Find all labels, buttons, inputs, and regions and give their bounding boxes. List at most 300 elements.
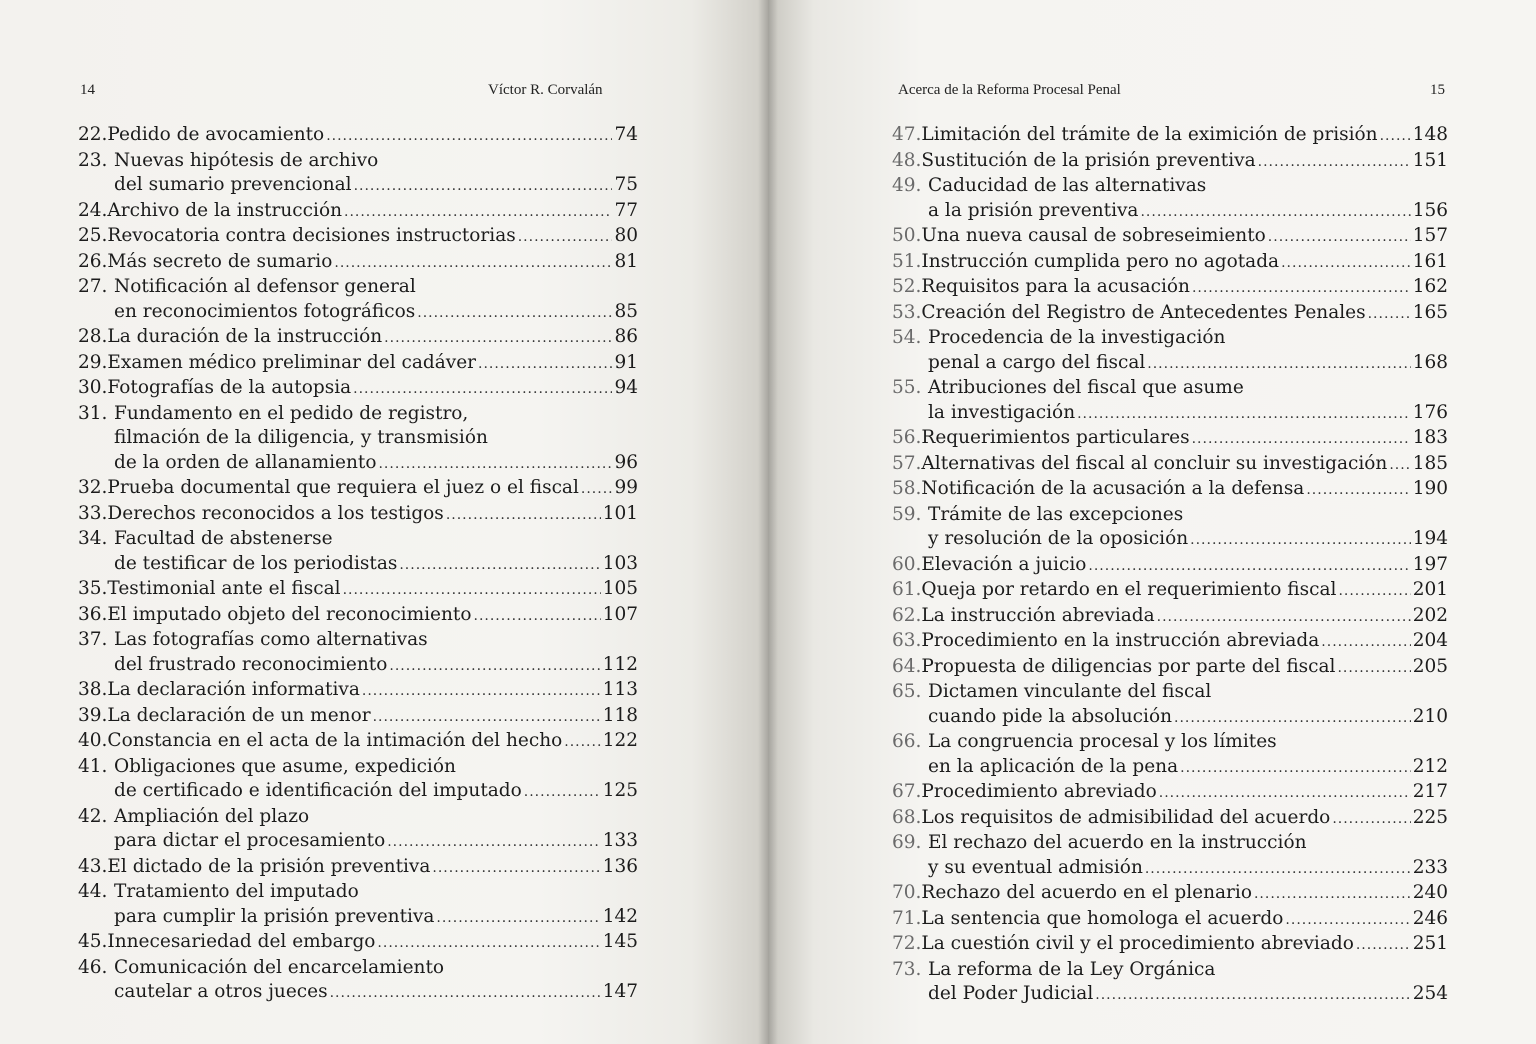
toc-entry-title: Derechos reconocidos a los testigos <box>107 502 444 524</box>
toc-leader-dots <box>1268 225 1411 250</box>
toc-entry-page: 74 <box>614 124 638 145</box>
toc-entry-number: 29. <box>78 351 108 373</box>
toc-entry-page: 80 <box>614 225 638 246</box>
toc-entry-line <box>78 275 638 300</box>
toc-entry-title: La declaración informativa <box>107 679 360 700</box>
toc-entry <box>78 930 638 956</box>
toc-entry-title: Rechazo del acuerdo en el plenario <box>921 882 1252 903</box>
toc-entry-number: 68. <box>892 806 922 828</box>
toc-entry-line <box>892 831 1448 856</box>
toc-leader-dots <box>384 326 612 351</box>
toc-entry <box>892 452 1448 478</box>
toc-entry-line <box>78 704 638 730</box>
toc-entry <box>78 704 638 730</box>
toc-entry-title: en reconocimientos fotográficos <box>114 300 416 322</box>
toc-leader-dots <box>378 452 612 477</box>
toc-entry-number: 57. <box>892 452 922 474</box>
toc-entry-title: de la orden de allanamiento <box>114 451 377 473</box>
toc-entry-number: 58. <box>892 478 922 499</box>
toc-entry-line <box>78 956 638 981</box>
right-page <box>768 0 1536 1044</box>
toc-entry <box>78 502 638 528</box>
toc-entry-page: 205 <box>1412 655 1448 677</box>
toc-entry-page: 233 <box>1412 856 1448 878</box>
toc-entry-number: 56. <box>892 427 922 448</box>
toc-entry-number: 38. <box>78 679 108 700</box>
toc-entry-page: 113 <box>602 679 638 700</box>
toc-entry-page: 225 <box>1412 806 1448 828</box>
toc-entry-line <box>892 856 1448 882</box>
toc-entry <box>78 149 638 199</box>
toc-entry <box>892 224 1448 250</box>
toc-leader-dots <box>1254 882 1411 907</box>
toc-entry-title: y su eventual admisión <box>928 856 1143 878</box>
toc-leader-dots <box>1368 302 1411 327</box>
toc-entry-number: 28. <box>78 326 108 347</box>
toc-entry-page: 101 <box>602 502 638 524</box>
toc-entry-title: Archivo de la instrucción <box>107 199 342 221</box>
toc-entry-title: para cumplir la prisión preventiva <box>114 905 435 927</box>
toc-entry <box>78 805 638 855</box>
toc-entry-title: Queja por retardo en el requerimiento fiscal <box>921 579 1337 600</box>
toc-leader-dots <box>1356 933 1411 958</box>
toc-entry-title: Una nueva causal de sobreseimiento <box>921 225 1266 246</box>
toc-entry-page: 136 <box>602 855 638 877</box>
toc-entry-page: 133 <box>602 830 638 851</box>
toc-entry-title: Las fotografías como alternativas <box>114 629 428 650</box>
toc-entry-page: 162 <box>1412 276 1448 297</box>
toc-entry-line <box>78 855 638 881</box>
toc-entry <box>78 577 638 603</box>
toc-entry-page: 107 <box>602 603 638 625</box>
toc-entry-title: Ampliación del plazo <box>114 805 310 827</box>
toc-entry-page: 105 <box>602 578 638 599</box>
toc-entry-title: del frustrado reconocimiento <box>114 653 388 675</box>
toc-leader-dots <box>1077 402 1411 427</box>
toc-entry-page: 202 <box>1412 604 1448 626</box>
toc-entry-number: 61. <box>892 579 922 600</box>
toc-entry-title: la investigación <box>928 401 1076 423</box>
toc-leader-dots <box>446 503 601 528</box>
toc-entry-line <box>892 301 1448 327</box>
toc-entry-title: Procedimiento abreviado <box>921 781 1157 802</box>
toc-entry-page: 183 <box>1412 427 1448 448</box>
toc-entry-number: 54. <box>892 327 922 348</box>
toc-entry-title: El dictado de la prisión preventiva <box>107 855 431 877</box>
toc-entry-title: Dictamen vinculante del fiscal <box>928 681 1212 702</box>
toc-entry-line <box>78 149 638 174</box>
toc-entry-title: Trámite de las excepciones <box>928 503 1184 525</box>
toc-entry-line <box>78 402 638 427</box>
toc-entry-number: 50. <box>892 225 922 246</box>
toc-leader-dots <box>387 830 600 855</box>
toc-entry <box>78 755 638 805</box>
toc-entry <box>78 880 638 930</box>
toc-entry-page: 142 <box>602 905 638 927</box>
toc-entry-page: 210 <box>1412 705 1448 727</box>
toc-entry-title: Procedencia de la investigación <box>928 327 1226 348</box>
toc-entry-line <box>892 932 1448 958</box>
toc-entry <box>892 806 1448 832</box>
toc-entry-number: 23. <box>78 149 108 171</box>
toc-entry-line <box>78 451 638 477</box>
toc-entry-title: cuando pide la absolución <box>928 705 1173 727</box>
toc-entry-title: a la prisión preventiva <box>928 199 1139 221</box>
toc-entry-page: 112 <box>602 653 638 675</box>
toc-entry-line <box>78 755 638 780</box>
toc-entry-title: La sentencia que homologa el acuerdo <box>921 907 1284 929</box>
toc-entry <box>78 603 638 629</box>
toc-leader-dots <box>436 906 600 931</box>
right-running-header: Acerca de la Reforma Procesal Penal <box>898 82 1121 98</box>
toc-entry <box>892 326 1448 376</box>
toc-entry-number: 64. <box>892 655 922 677</box>
toc-entry-number: 42. <box>78 805 108 827</box>
toc-leader-dots <box>1192 276 1411 301</box>
toc-entry <box>892 780 1448 806</box>
toc-entry-page: 251 <box>1412 933 1448 954</box>
toc-leader-dots <box>1088 554 1410 579</box>
toc-entry-title: Testimonial ante el fiscal <box>107 578 341 599</box>
toc-entry <box>78 476 638 502</box>
toc-entry-page: 246 <box>1412 907 1448 929</box>
toc-entry-line <box>78 653 638 679</box>
toc-entry-number: 31. <box>78 402 108 424</box>
toc-leader-dots <box>1190 528 1411 553</box>
toc-entry-page: 81 <box>614 250 638 272</box>
toc-leader-dots <box>334 251 612 276</box>
toc-entry-page: 204 <box>1412 630 1448 651</box>
toc-entry <box>78 376 638 402</box>
toc-entry <box>892 655 1448 681</box>
toc-entry-title: del sumario prevencional <box>114 174 352 195</box>
toc-leader-dots <box>1380 124 1411 149</box>
toc-entry-page: 157 <box>1412 225 1448 246</box>
toc-entry-number: 60. <box>892 553 922 575</box>
toc-entry <box>892 907 1448 933</box>
toc-entry-line <box>78 980 638 1006</box>
toc-entry <box>892 604 1448 630</box>
toc-entry-line <box>892 351 1448 377</box>
toc-entry-number: 53. <box>892 301 922 323</box>
toc-entry-number: 52. <box>892 276 922 297</box>
toc-entry-title: Instrucción cumplida pero no agotada <box>921 250 1280 272</box>
toc-entry-number: 69. <box>892 832 922 853</box>
toc-entry-title: Comunicación del encarcelamiento <box>114 956 445 978</box>
toc-entry <box>78 275 638 325</box>
toc-leader-dots <box>354 174 613 199</box>
toc-entry-line <box>892 477 1448 503</box>
toc-entry <box>892 730 1448 780</box>
toc-entry-number: 55. <box>892 377 922 398</box>
toc-entry-page: 75 <box>614 174 638 195</box>
toc-entry-title: Sustitución de la prisión preventiva <box>921 149 1256 171</box>
toc-entry-page: 122 <box>602 730 638 751</box>
toc-entry-line <box>78 829 638 855</box>
toc-entry-title: Procedimiento en la instrucción abreviada <box>921 630 1320 651</box>
toc-leader-dots <box>1306 478 1410 503</box>
toc-entry <box>892 831 1448 881</box>
toc-entry-title: cautelar a otros jueces <box>114 981 328 1002</box>
toc-entry <box>78 123 638 149</box>
toc-entry-line <box>892 174 1448 199</box>
toc-entry <box>78 628 638 678</box>
toc-entry-line <box>78 930 638 956</box>
toc-entry-number: 70. <box>892 882 922 903</box>
toc-entry-page: 165 <box>1412 301 1448 323</box>
toc-entry-number: 73. <box>892 958 922 980</box>
toc-leader-dots <box>1192 427 1411 452</box>
toc-entry <box>78 402 638 477</box>
toc-entry-line <box>892 629 1448 655</box>
toc-entry-line <box>78 300 638 326</box>
toc-entry <box>892 629 1448 655</box>
toc-entry-title: Atribuciones del fiscal que asume <box>928 377 1244 398</box>
toc-entry-line <box>892 982 1448 1008</box>
toc-entry <box>892 376 1448 426</box>
toc-entry-number: 51. <box>892 250 922 272</box>
toc-entry-title: Requisitos para la acusación <box>921 276 1190 297</box>
toc-entry-number: 49. <box>892 175 922 196</box>
toc-entry-line <box>78 250 638 276</box>
toc-leader-dots <box>518 225 613 250</box>
toc-entry-number: 47. <box>892 124 922 145</box>
toc-entry <box>892 958 1448 1008</box>
toc-entry <box>78 855 638 881</box>
toc-leader-dots <box>343 578 601 603</box>
toc-entry-title: La congruencia procesal y los límites <box>928 731 1277 752</box>
toc-entry-line <box>78 678 638 704</box>
toc-entry-line <box>78 779 638 805</box>
toc-entry-number: 67. <box>892 781 922 802</box>
toc-entry <box>892 301 1448 327</box>
toc-entry-number: 33. <box>78 502 108 524</box>
toc-entry-title: Fotografías de la autopsia <box>107 377 352 398</box>
toc-leader-dots <box>1332 807 1410 832</box>
toc-entry-title: filmación de la diligencia, y transmisión <box>114 427 488 448</box>
toc-leader-dots <box>1285 908 1410 933</box>
toc-entry-title: Innecesariedad del embargo <box>107 931 376 952</box>
toc-entry-line <box>78 805 638 830</box>
toc-entry-title: La duración de la instrucción <box>107 326 383 347</box>
toc-entry-line <box>892 553 1448 579</box>
toc-entry-number: 71. <box>892 907 922 929</box>
toc-entry-page: 194 <box>1412 528 1448 549</box>
toc-entry <box>78 351 638 377</box>
toc-entry-line <box>78 502 638 528</box>
toc-entry <box>892 578 1448 604</box>
toc-leader-dots <box>1258 150 1411 175</box>
toc-entry-number: 39. <box>78 704 108 726</box>
toc-leader-dots <box>326 124 612 149</box>
toc-entry-page: 103 <box>602 552 638 574</box>
toc-entry-page: 212 <box>1412 755 1448 777</box>
toc-entry-line <box>892 376 1448 401</box>
toc-entry-line <box>78 577 638 603</box>
toc-entry-line <box>78 173 638 199</box>
toc-entry-line <box>892 452 1448 478</box>
toc-entry <box>78 199 638 225</box>
right-toc-list <box>892 123 1448 1008</box>
toc-entry-line <box>78 476 638 502</box>
toc-entry-title: Pedido de avocamiento <box>107 124 325 145</box>
toc-entry-number: 34. <box>78 528 108 549</box>
toc-entry-title: Limitación del trámite de la eximición de prisión <box>921 124 1378 145</box>
toc-entry <box>892 123 1448 149</box>
toc-entry-title: La reforma de la Ley Orgánica <box>928 958 1216 980</box>
toc-leader-dots <box>1140 200 1410 225</box>
toc-entry-title: Elevación a juicio <box>921 553 1087 575</box>
toc-entry-line <box>78 527 638 552</box>
toc-entry-title: Fundamento en el pedido de registro, <box>114 402 469 424</box>
toc-leader-dots <box>1338 579 1410 604</box>
toc-leader-dots <box>1281 251 1411 276</box>
toc-entry-title: Propuesta de diligencias por parte del fiscal <box>921 655 1336 677</box>
toc-entry <box>78 325 638 351</box>
toc-entry <box>78 729 638 755</box>
toc-entry-number: 45. <box>78 931 108 952</box>
toc-entry-page: 145 <box>602 931 638 952</box>
toc-entry-number: 26. <box>78 250 108 272</box>
toc-entry-title: Los requisitos de admisibilidad del acuerdo <box>921 806 1331 828</box>
toc-entry-title: Revocatoria contra decisiones instructorias <box>107 225 516 246</box>
toc-entry-number: 44. <box>78 881 108 902</box>
toc-leader-dots <box>377 931 600 956</box>
toc-leader-dots <box>1157 605 1411 630</box>
toc-entry-title: La declaración de un menor <box>107 704 371 726</box>
toc-leader-dots <box>1095 983 1410 1008</box>
book-gutter <box>758 0 778 1044</box>
toc-entry-number: 65. <box>892 681 922 702</box>
toc-entry-line <box>892 275 1448 301</box>
toc-entry-title: en la aplicación de la pena <box>928 755 1179 777</box>
toc-leader-dots <box>1159 781 1411 806</box>
toc-leader-dots <box>1147 352 1410 377</box>
toc-entry-line <box>78 880 638 905</box>
toc-entry-title: Prueba documental que requiera el juez o el fiscal <box>107 477 579 498</box>
toc-leader-dots <box>432 856 600 881</box>
toc-entry-line <box>78 552 638 578</box>
toc-entry-number: 37. <box>78 629 108 650</box>
toc-entry-page: 99 <box>614 477 638 498</box>
toc-entry-title: de testificar de los periodistas <box>114 552 398 574</box>
toc-entry-number: 43. <box>78 855 108 877</box>
toc-entry <box>78 527 638 577</box>
toc-entry-line <box>892 149 1448 175</box>
toc-entry <box>78 224 638 250</box>
toc-entry-page: 185 <box>1412 452 1448 474</box>
toc-entry-line <box>892 604 1448 630</box>
toc-entry <box>78 956 638 1006</box>
toc-entry-title: Facultad de abstenerse <box>114 528 333 549</box>
toc-entry-page: 151 <box>1412 149 1448 171</box>
toc-entry-line <box>78 351 638 377</box>
toc-leader-dots <box>417 301 612 326</box>
toc-entry <box>892 477 1448 503</box>
toc-entry-line <box>78 376 638 402</box>
toc-entry-title: La cuestión civil y el procedimiento abreviado <box>921 933 1354 954</box>
toc-entry-line <box>892 426 1448 452</box>
toc-entry-number: 41. <box>78 755 108 777</box>
toc-entry-line <box>78 729 638 755</box>
toc-leader-dots <box>1180 756 1411 781</box>
toc-leader-dots <box>581 477 613 502</box>
toc-entry-number: 25. <box>78 225 108 246</box>
toc-entry-line <box>892 123 1448 149</box>
toc-entry-page: 77 <box>614 199 638 221</box>
toc-entry-line <box>892 527 1448 553</box>
toc-entry-line <box>78 199 638 225</box>
toc-leader-dots <box>478 352 612 377</box>
toc-entry-title: del Poder Judicial <box>928 983 1094 1004</box>
toc-entry-line <box>892 655 1448 681</box>
toc-entry-page: 94 <box>614 377 638 398</box>
toc-entry-line <box>892 326 1448 351</box>
toc-entry-page: 201 <box>1412 579 1448 600</box>
toc-entry-number: 48. <box>892 149 922 171</box>
toc-entry-line <box>892 401 1448 427</box>
toc-entry <box>78 678 638 704</box>
toc-entry-number: 66. <box>892 731 922 752</box>
toc-entry-title: y resolución de la oposición <box>928 528 1189 549</box>
left-page-number: 14 <box>80 82 95 98</box>
toc-leader-dots <box>524 780 601 805</box>
toc-entry <box>892 680 1448 730</box>
toc-entry-number: 72. <box>892 933 922 954</box>
toc-entry-title: de certificado e identificación del imputado <box>114 780 522 801</box>
toc-entry-page: 147 <box>602 981 638 1002</box>
toc-leader-dots <box>344 200 612 225</box>
toc-entry <box>892 503 1448 553</box>
toc-entry-title: Más secreto de sumario <box>107 250 333 272</box>
toc-entry-page: 240 <box>1412 882 1448 903</box>
toc-leader-dots <box>389 654 600 679</box>
toc-entry-title: para dictar el procesamiento <box>114 830 386 851</box>
toc-leader-dots <box>1321 630 1410 655</box>
toc-entry-title: Tratamiento del imputado <box>114 881 359 902</box>
toc-entry <box>892 426 1448 452</box>
toc-entry-number: 36. <box>78 603 108 625</box>
toc-entry-line <box>892 503 1448 528</box>
toc-entry-number: 62. <box>892 604 922 626</box>
toc-entry-number: 59. <box>892 503 922 525</box>
toc-entry-title: Requerimientos particulares <box>921 427 1190 448</box>
toc-leader-dots <box>362 679 601 704</box>
toc-entry <box>892 275 1448 301</box>
toc-entry-line <box>892 680 1448 705</box>
toc-entry-number: 46. <box>78 956 108 978</box>
toc-entry-page: 217 <box>1412 781 1448 802</box>
toc-entry-line <box>78 426 638 451</box>
toc-entry-title: La instrucción abreviada <box>921 604 1155 626</box>
toc-entry-line <box>78 603 638 629</box>
toc-entry-line <box>892 224 1448 250</box>
toc-leader-dots <box>474 604 601 629</box>
right-page-number: 15 <box>1430 82 1445 98</box>
toc-entry-page: 118 <box>602 704 638 726</box>
toc-entry-number: 30. <box>78 377 108 398</box>
toc-entry-title: El rechazo del acuerdo en la instrucción <box>928 832 1307 853</box>
toc-entry-page: 85 <box>614 300 638 322</box>
toc-entry-line <box>892 806 1448 832</box>
toc-entry-page: 168 <box>1412 351 1448 373</box>
left-running-header: Víctor R. Corvalán <box>488 82 603 98</box>
toc-entry-page: 86 <box>614 326 638 347</box>
toc-entry-page: 190 <box>1412 478 1448 499</box>
toc-leader-dots <box>1174 706 1411 731</box>
toc-leader-dots <box>399 553 600 578</box>
toc-leader-dots <box>1145 857 1411 882</box>
